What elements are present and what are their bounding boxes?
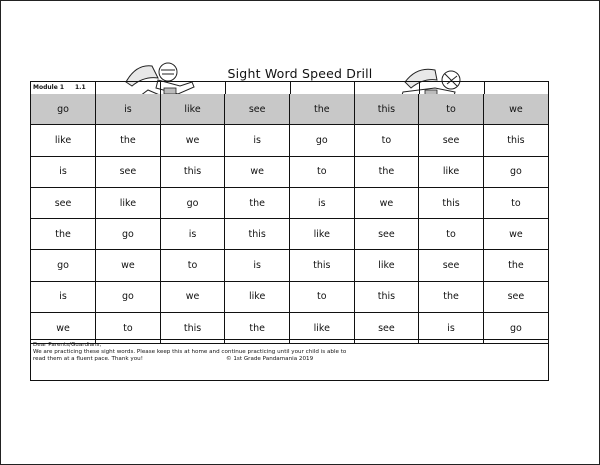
word-cell: like	[354, 250, 419, 281]
word-cell: go	[31, 250, 96, 281]
header-word-cell: to	[419, 94, 484, 125]
word-cell: like	[225, 281, 290, 312]
word-cell: we	[483, 219, 548, 250]
word-cell: is	[225, 250, 290, 281]
header-word-cell: like	[160, 94, 225, 125]
word-cell: we	[160, 125, 225, 156]
word-row	[31, 187, 548, 218]
word-cell: like	[419, 156, 484, 187]
header-word-cell: the	[290, 94, 355, 125]
module-divider	[95, 82, 96, 94]
word-cell: the	[96, 125, 161, 156]
word-cell: go	[290, 125, 355, 156]
word-row	[31, 156, 548, 187]
word-cell: we	[96, 250, 161, 281]
header-word-cell: we	[483, 94, 548, 125]
page-title: Sight Word Speed Drill	[227, 66, 373, 81]
word-cell: to	[96, 313, 161, 344]
word-cell: to	[483, 187, 548, 218]
word-cell: see	[354, 313, 419, 344]
word-cell: see	[31, 187, 96, 218]
word-cell: we	[31, 313, 96, 344]
note-greeting: Dear Parents/Guardians,	[33, 342, 102, 348]
module-divider	[419, 82, 420, 94]
copyright-text: © 1st Grade Pandamania 2019	[226, 356, 314, 362]
word-cell: this	[160, 156, 225, 187]
word-cell: see	[419, 250, 484, 281]
word-cell: this	[290, 250, 355, 281]
word-cell: go	[483, 313, 548, 344]
word-row	[31, 125, 548, 156]
word-row	[31, 219, 548, 250]
word-cell: this	[419, 187, 484, 218]
word-cell: go	[96, 281, 161, 312]
word-cell: is	[160, 219, 225, 250]
word-cell: this	[483, 125, 548, 156]
word-row	[31, 250, 548, 281]
word-cell: to	[290, 156, 355, 187]
word-cell: like	[290, 313, 355, 344]
word-cell: see	[483, 281, 548, 312]
word-cell: see	[419, 125, 484, 156]
module-divider	[354, 82, 355, 94]
word-cell: is	[31, 281, 96, 312]
word-cell: like	[31, 125, 96, 156]
word-cell: the	[483, 250, 548, 281]
module-divider	[160, 82, 161, 94]
word-cell: is	[290, 187, 355, 218]
word-cell: go	[483, 156, 548, 187]
word-cell: we	[225, 156, 290, 187]
word-cell: to	[290, 281, 355, 312]
parent-note	[31, 339, 548, 380]
word-cell: we	[160, 281, 225, 312]
word-cell: is	[419, 313, 484, 344]
module-divider	[225, 82, 226, 94]
header-word-row	[31, 94, 548, 125]
word-cell: is	[225, 125, 290, 156]
word-cell: see	[354, 219, 419, 250]
word-grid	[31, 94, 548, 344]
word-cell: the	[354, 156, 419, 187]
word-cell: the	[225, 313, 290, 344]
module-divider	[290, 82, 291, 94]
word-cell: see	[96, 156, 161, 187]
word-cell: to	[419, 219, 484, 250]
note-body-line: read them at a fluent pace. Thank you!	[33, 356, 143, 362]
word-cell: go	[96, 219, 161, 250]
word-row	[31, 281, 548, 312]
drill-sheet	[30, 81, 549, 381]
module-label: Module 1	[33, 84, 65, 91]
word-cell: this	[225, 219, 290, 250]
note-body-line: We are practicing these sight words. Please keep this at home and continue practicing until your child is able to	[33, 349, 347, 355]
word-cell: the	[419, 281, 484, 312]
word-cell: is	[31, 156, 96, 187]
word-cell: like	[290, 219, 355, 250]
word-cell: the	[225, 187, 290, 218]
module-divider	[484, 82, 485, 94]
word-cell: we	[354, 187, 419, 218]
header-word-cell: is	[96, 94, 161, 125]
word-cell: to	[354, 125, 419, 156]
word-cell: go	[160, 187, 225, 218]
word-cell: like	[96, 187, 161, 218]
word-cell: the	[31, 219, 96, 250]
word-cell: this	[354, 281, 419, 312]
module-number: 1.1	[75, 84, 86, 91]
header-word-cell: go	[31, 94, 96, 125]
header-word-cell: see	[225, 94, 290, 125]
header-word-cell: this	[354, 94, 419, 125]
word-cell: to	[160, 250, 225, 281]
word-cell: this	[160, 313, 225, 344]
